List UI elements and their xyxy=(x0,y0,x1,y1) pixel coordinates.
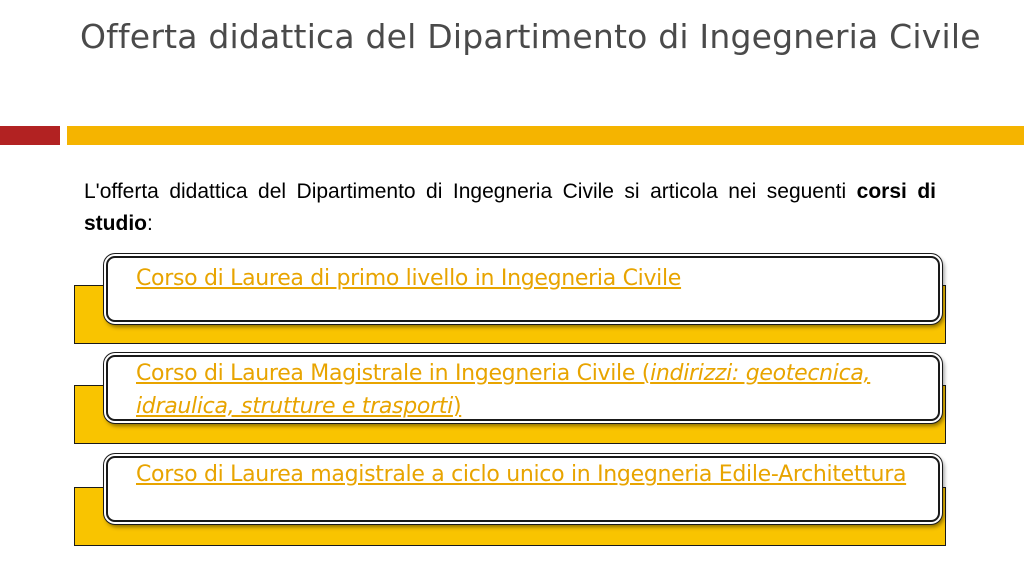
course-card-front xyxy=(106,256,940,322)
intro-bold: corsi di studio xyxy=(84,180,936,235)
course-link-3[interactable]: Corso di Laurea magistrale a ciclo unico in Ingegneria Edile-Architettura xyxy=(136,462,907,487)
intro-end: : xyxy=(147,212,153,235)
course-card-3 xyxy=(74,456,946,546)
slide-title: Offerta didattica del Dipartimento di Ingegneria Civile xyxy=(80,17,981,56)
intro-paragraph xyxy=(84,176,936,240)
course-card-2 xyxy=(74,355,946,444)
course-card-1 xyxy=(74,256,946,344)
course-card-front xyxy=(106,456,940,522)
course-card-front xyxy=(106,355,940,421)
course-link-2-italic: indirizzi: geotecnica, idraulica, strutture e trasporti xyxy=(136,361,871,419)
accent-bar-red xyxy=(0,126,60,145)
course-link-2-text: Corso di Laurea Magistrale in Ingegneria Civile ( xyxy=(136,361,651,386)
intro-text: L'offerta didattica del Dipartimento di Ingegneria Civile si articola nei seguenti xyxy=(84,180,857,203)
course-link-2-end: ) xyxy=(452,394,462,419)
course-link-1[interactable]: Corso di Laurea di primo livello in Ingegneria Civile xyxy=(136,266,682,291)
course-link-2[interactable] xyxy=(136,361,870,419)
accent-bar-gold xyxy=(67,126,1024,145)
